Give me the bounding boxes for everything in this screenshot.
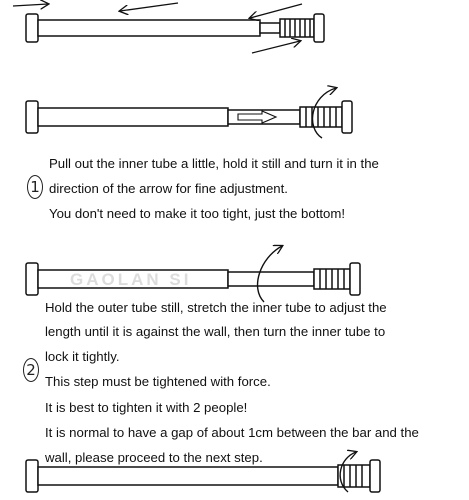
step-2-line: It is normal to have a gap of about 1cm between the bar and the — [45, 425, 419, 440]
step-1-number: 1 — [27, 175, 43, 199]
end-cap-left — [26, 263, 38, 295]
rod-diagram-1 — [26, 14, 324, 42]
end-cap-right — [350, 263, 360, 295]
step-1-line: direction of the arrow for fine adjustment. — [49, 181, 288, 196]
inner-tube — [228, 272, 314, 286]
step-2-line: lock it tightly. — [45, 349, 120, 364]
end-cap-right — [342, 101, 352, 133]
outer-tube — [38, 20, 260, 36]
thread-sleeve — [338, 465, 370, 487]
step-2-line: This step must be tightened with force. — [45, 374, 271, 389]
inner-tube — [260, 23, 280, 33]
end-cap-left — [26, 14, 38, 42]
step-2-line: It is best to tighten it with 2 people! — [45, 400, 248, 415]
rod-diagram-2 — [26, 101, 352, 133]
watermark: GAOLAN SI — [70, 270, 192, 289]
end-cap-left — [26, 460, 38, 492]
step-2-line: Hold the outer tube still, stretch the inner tube to adjust the — [45, 300, 387, 315]
outer-tube — [38, 467, 338, 485]
outer-tube — [38, 108, 228, 126]
step-2-line: wall, please proceed to the next step. — [45, 450, 263, 465]
end-cap-right — [370, 460, 380, 492]
step-2-number: 2 — [23, 358, 39, 382]
end-cap-right — [314, 14, 324, 42]
step-1-line: You don't need to make it too tight, just the bottom! — [49, 206, 346, 221]
step-1-line: Pull out the inner tube a little, hold it still and turn it in the — [49, 156, 379, 171]
step-2-line: length until it is against the wall, then turn the inner tube to — [45, 324, 386, 339]
end-cap-left — [26, 101, 38, 133]
